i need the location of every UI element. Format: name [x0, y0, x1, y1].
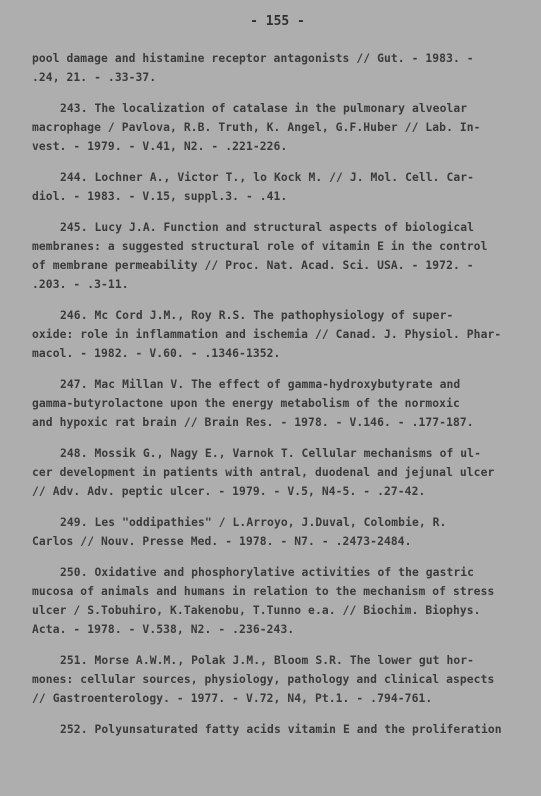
reference-line: 245. Lucy J.A. Function and structural aspects of biological [60, 221, 475, 234]
reference-entry [32, 513, 523, 551]
reference-line: oxide: role in inflammation and ischemia // Canad. J. Physiol. Phar- [32, 328, 502, 341]
reference-line: 251. Morse A.W.M., Polak J.M., Bloom S.R. The lower gut hor- [60, 654, 475, 667]
reference-line: .24, 21. - .33-37. [32, 71, 157, 84]
reference-line: 247. Mac Millan V. The effect of gamma-hydroxybutyrate and [60, 378, 461, 391]
reference-line: vest. - 1979. - V.41, N2. - .221-226. [32, 140, 288, 153]
reference-line: Acta. - 1978. - V.538, N2. - .236-243. [32, 623, 295, 636]
reference-entry [32, 651, 523, 708]
reference-line: macrophage / Pavlova, R.B. Truth, K. Angel, G.F.Huber // Lab. In- [32, 121, 481, 134]
reference-entry [32, 444, 523, 501]
reference-line: mones: cellular sources, physiology, pathology and clinical aspects [32, 673, 495, 686]
reference-line: // Adv. Adv. peptic ulcer. - 1979. - V.5, N4-5. - .27-42. [32, 485, 426, 498]
reference-line: 252. Polyunsaturated fatty acids vitamin E and the proliferation [60, 723, 502, 736]
reference-entry [32, 720, 523, 739]
reference-line: pool damage and histamine receptor antagonists // Gut. - 1983. - [32, 52, 474, 65]
reference-line: gamma-butyrolactone upon the energy metabolism of the normoxic [32, 397, 460, 410]
reference-line: .203. - .3-11. [32, 278, 129, 291]
reference-line: 246. Mc Cord J.M., Roy R.S. The pathophysiology of super- [60, 309, 454, 322]
page-number: - 155 - [250, 14, 305, 29]
reference-entry [32, 218, 523, 294]
reference-line: 249. Les "oddipathies" / L.Arroyo, J.Duval, Colombie, R. [60, 516, 447, 529]
reference-entry [32, 49, 523, 87]
reference-line: macol. - 1982. - V.60. - .1346-1352. [32, 347, 281, 360]
reference-entry [32, 99, 523, 156]
reference-entry [32, 563, 523, 639]
reference-entry [32, 168, 523, 206]
reference-line: mucosa of animals and humans in relation to the mechanism of stress [32, 585, 495, 598]
reference-list [32, 49, 523, 739]
reference-line: diol. - 1983. - V.15, suppl.3. - .41. [32, 190, 288, 203]
reference-line: of membrane permeability // Proc. Nat. Acad. Sci. USA. - 1972. - [32, 259, 474, 272]
reference-line: ulcer / S.Tobuhiro, K.Takenobu, T.Tunno e.a. // Biochim. Biophys. [32, 604, 481, 617]
reference-line: 248. Mossik G., Nagy E., Varnok T. Cellular mechanisms of ul- [60, 447, 481, 460]
reference-line: // Gastroenterology. - 1977. - V.72, N4, Pt.1. - .794-761. [32, 692, 433, 705]
reference-line: 243. The localization of catalase in the pulmonary alveolar [60, 102, 468, 115]
reference-line: 250. Oxidative and phosphorylative activities of the gastric [60, 566, 475, 579]
reference-line: Carlos // Nouv. Presse Med. - 1978. - N7. - .2473-2484. [32, 535, 412, 548]
reference-line: membranes: a suggested structural role of vitamin E in the control [32, 240, 488, 253]
reference-line: 244. Lochner A., Victor T., lo Kock M. // J. Mol. Cell. Car- [60, 171, 475, 184]
reference-line: and hypoxic rat brain // Brain Res. - 1978. - V.146. - .177-187. [32, 416, 474, 429]
reference-entry [32, 375, 523, 432]
reference-line: cer development in patients with antral, duodenal and jejunal ulcer [32, 466, 495, 479]
reference-entry [32, 306, 523, 363]
